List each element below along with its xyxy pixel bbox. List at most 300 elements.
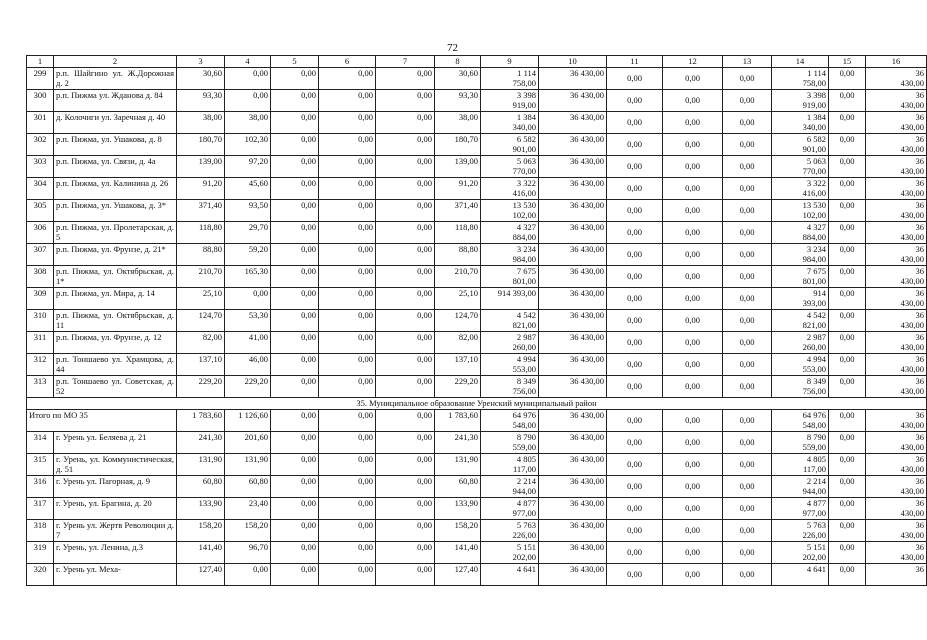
address-cell: г. Урень, ул. Брагина, д. 20 xyxy=(54,497,177,519)
rate-cell: 36 430,00 xyxy=(539,331,607,353)
row-number: 307 xyxy=(27,243,54,265)
amount-line-1: 36 xyxy=(915,89,924,100)
value-cell: 241,30 xyxy=(177,431,225,453)
value-cell: 0,00 xyxy=(829,155,866,177)
amount-cell xyxy=(481,375,539,397)
value-cell: 0,00 xyxy=(376,563,435,585)
value-cell: 0,00 xyxy=(829,265,866,287)
amount-cell xyxy=(866,431,927,453)
value-cell: 0,00 xyxy=(376,353,435,375)
value-cell: 0,00 xyxy=(225,563,271,585)
value-cell: 0,00 xyxy=(663,497,723,519)
value-cell: 0,00 xyxy=(723,133,772,155)
amount-line-2: 117,00 xyxy=(512,464,536,474)
value-cell: 0,00 xyxy=(723,475,772,497)
amount-line-1: 4 877 xyxy=(516,497,536,508)
amount-line-1: 2 214 xyxy=(516,475,536,486)
amount-line-2: 260,00 xyxy=(802,342,826,352)
value-cell: 0,00 xyxy=(271,111,319,133)
table-row xyxy=(27,563,927,585)
value-cell: 0,00 xyxy=(607,331,663,353)
value-cell: 0,00 xyxy=(607,353,663,375)
amount-line-1: 8 349 xyxy=(806,375,826,386)
value-cell: 0,00 xyxy=(376,221,435,243)
value-cell: 0,00 xyxy=(319,331,376,353)
row-number: 300 xyxy=(27,89,54,111)
value-cell: 0,00 xyxy=(663,67,723,89)
row-number: 303 xyxy=(27,155,54,177)
amount-line-2: 430,00 xyxy=(900,530,924,540)
value-cell: 38,00 xyxy=(225,111,271,133)
amount-cell xyxy=(772,309,829,331)
amount-line-1: 6 582 xyxy=(806,133,826,144)
amount-cell xyxy=(481,89,539,111)
value-cell: 0,00 xyxy=(829,563,866,585)
amount-line-1: 5 151 xyxy=(516,541,536,552)
amount-line-1: 2 987 xyxy=(806,331,826,342)
value-cell: 0,00 xyxy=(271,89,319,111)
value-cell: 1 783,60 xyxy=(177,409,225,431)
value-cell: 0,00 xyxy=(376,431,435,453)
value-cell: 0,00 xyxy=(607,519,663,541)
row-number: 317 xyxy=(27,497,54,519)
amount-cell xyxy=(481,453,539,475)
amount-cell xyxy=(481,475,539,497)
value-cell: 0,00 xyxy=(663,453,723,475)
amount-cell xyxy=(772,155,829,177)
amount-line-1: 36 xyxy=(915,265,924,276)
value-cell: 0,00 xyxy=(723,67,772,89)
value-cell: 133,90 xyxy=(177,497,225,519)
amount-line-1: 3 234 xyxy=(516,243,536,254)
value-cell: 0,00 xyxy=(319,431,376,453)
row-number: 310 xyxy=(27,309,54,331)
value-cell: 158,20 xyxy=(225,519,271,541)
amount-line-1: 5 763 xyxy=(516,519,536,530)
value-cell: 0,00 xyxy=(723,243,772,265)
value-cell: 210,70 xyxy=(435,265,481,287)
column-number: 1 xyxy=(27,56,54,68)
value-cell: 60,80 xyxy=(225,475,271,497)
amount-cell xyxy=(772,375,829,397)
amount-line-2: 821,00 xyxy=(802,320,826,330)
value-cell: 0,00 xyxy=(607,309,663,331)
rate-cell: 36 430,00 xyxy=(539,111,607,133)
value-cell: 0,00 xyxy=(607,177,663,199)
amount-cell xyxy=(866,221,927,243)
value-cell: 0,00 xyxy=(319,265,376,287)
row-number: 311 xyxy=(27,331,54,353)
table-row xyxy=(27,243,927,265)
value-cell: 0,00 xyxy=(607,431,663,453)
amount-line-1: 36 xyxy=(915,353,924,364)
value-cell: 0,00 xyxy=(271,199,319,221)
amount-cell xyxy=(866,287,927,309)
amount-line-1: 1 384 xyxy=(806,111,826,122)
value-cell: 0,00 xyxy=(607,221,663,243)
amount-line-1: 36 xyxy=(915,133,924,144)
table-body xyxy=(27,56,927,586)
value-cell: 0,00 xyxy=(271,331,319,353)
rate-cell: 36 430,00 xyxy=(539,67,607,89)
value-cell: 0,00 xyxy=(607,199,663,221)
address-cell: р.п. Пижма, ул. Калинина д. 26 xyxy=(54,177,177,199)
row-number: 309 xyxy=(27,287,54,309)
amount-line-2: 919,00 xyxy=(802,100,826,110)
table-row xyxy=(27,89,927,111)
rate-cell: 36 430,00 xyxy=(539,353,607,375)
value-cell: 0,00 xyxy=(225,67,271,89)
value-cell: 0,00 xyxy=(723,563,772,585)
amount-line-2: 430,00 xyxy=(900,486,924,496)
value-cell: 0,00 xyxy=(271,541,319,563)
address-cell: р.п. Пижма, ул. Ушакова, д. 8 xyxy=(54,133,177,155)
amount-line-2: 944,00 xyxy=(512,486,536,496)
value-cell: 137,10 xyxy=(177,353,225,375)
rate-cell: 36 430,00 xyxy=(539,309,607,331)
column-number: 16 xyxy=(866,56,927,68)
row-number: 318 xyxy=(27,519,54,541)
value-cell: 165,30 xyxy=(225,265,271,287)
value-cell: 0,00 xyxy=(376,287,435,309)
amount-cell xyxy=(772,67,829,89)
amount-line-1: 64 976 xyxy=(512,409,536,420)
amount-line-1: 3 322 xyxy=(806,177,826,188)
value-cell: 0,00 xyxy=(607,155,663,177)
amount-cell xyxy=(481,563,539,585)
value-cell: 0,00 xyxy=(829,89,866,111)
value-cell: 0,00 xyxy=(663,199,723,221)
amount-line-1: 914 xyxy=(813,287,826,298)
value-cell: 0,00 xyxy=(663,155,723,177)
value-cell: 0,00 xyxy=(663,287,723,309)
amount-line-2: 430,00 xyxy=(900,144,924,154)
amount-line-2: 901,00 xyxy=(802,144,826,154)
value-cell: 0,00 xyxy=(607,89,663,111)
column-number: 15 xyxy=(829,56,866,68)
amount-line-2: 430,00 xyxy=(900,508,924,518)
amount-cell xyxy=(866,309,927,331)
page-number: 72 xyxy=(447,42,458,54)
value-cell: 0,00 xyxy=(376,89,435,111)
value-cell: 0,00 xyxy=(723,177,772,199)
value-cell: 0,00 xyxy=(376,111,435,133)
amount-cell xyxy=(481,541,539,563)
amount-line-2: 801,00 xyxy=(802,276,826,286)
amount-cell xyxy=(866,111,927,133)
value-cell: 41,00 xyxy=(225,331,271,353)
value-cell: 59,20 xyxy=(225,243,271,265)
amount-cell xyxy=(866,409,927,431)
value-cell: 180,70 xyxy=(435,133,481,155)
value-cell: 0,00 xyxy=(607,375,663,397)
amount-cell xyxy=(866,89,927,111)
amount-line-2: 984,00 xyxy=(802,254,826,264)
amount-line-1: 36 xyxy=(915,199,924,210)
value-cell: 0,00 xyxy=(376,541,435,563)
rate-cell: 36 430,00 xyxy=(539,475,607,497)
value-cell: 0,00 xyxy=(319,155,376,177)
amount-line-2: 430,00 xyxy=(900,420,924,430)
section-title: 35. Муниципальное образование Уренский муниципальный район xyxy=(27,397,927,409)
amount-line-2: 340,00 xyxy=(802,122,826,132)
column-number: 7 xyxy=(376,56,435,68)
value-cell: 0,00 xyxy=(376,375,435,397)
value-cell: 0,00 xyxy=(607,453,663,475)
value-cell: 0,00 xyxy=(376,453,435,475)
total-row xyxy=(27,409,927,431)
amount-cell xyxy=(772,221,829,243)
amount-line-1: 36 xyxy=(915,541,924,552)
value-cell: 96,70 xyxy=(225,541,271,563)
value-cell: 0,00 xyxy=(319,475,376,497)
table-row xyxy=(27,519,927,541)
value-cell: 23,40 xyxy=(225,497,271,519)
value-cell: 97,20 xyxy=(225,155,271,177)
value-cell: 0,00 xyxy=(829,475,866,497)
value-cell: 0,00 xyxy=(376,331,435,353)
rate-cell: 36 430,00 xyxy=(539,89,607,111)
value-cell: 137,10 xyxy=(435,353,481,375)
value-cell: 25,10 xyxy=(435,287,481,309)
column-number: 12 xyxy=(663,56,723,68)
value-cell: 0,00 xyxy=(723,309,772,331)
column-number: 9 xyxy=(481,56,539,68)
column-number: 13 xyxy=(723,56,772,68)
value-cell: 0,00 xyxy=(319,541,376,563)
amount-line-1: 4 641 xyxy=(806,563,826,574)
table-row xyxy=(27,375,927,397)
amount-cell xyxy=(772,243,829,265)
address-cell: г. Урень ул. Меха- xyxy=(54,563,177,585)
value-cell: 0,00 xyxy=(225,89,271,111)
amount-line-2: 770,00 xyxy=(512,166,536,176)
address-cell: д. Колочиги ул. Заречная д. 40 xyxy=(54,111,177,133)
amount-line-2: 226,00 xyxy=(512,530,536,540)
amount-cell xyxy=(866,563,927,585)
amount-line-2: 548,00 xyxy=(512,420,536,430)
amount-line-1: 4 542 xyxy=(806,309,826,320)
value-cell: 0,00 xyxy=(319,353,376,375)
value-cell: 158,20 xyxy=(177,519,225,541)
amount-line-1: 4 641 xyxy=(516,563,536,574)
value-cell: 0,00 xyxy=(829,331,866,353)
address-cell: г. Урень ул. Беляева д. 21 xyxy=(54,431,177,453)
amount-cell xyxy=(481,409,539,431)
value-cell: 0,00 xyxy=(723,331,772,353)
amount-line-1: 3 398 xyxy=(516,89,536,100)
address-cell: р.п. Пижма, ул. Мира, д. 14 xyxy=(54,287,177,309)
value-cell: 131,90 xyxy=(177,453,225,475)
amount-cell xyxy=(772,265,829,287)
value-cell: 0,00 xyxy=(607,265,663,287)
value-cell: 0,00 xyxy=(829,309,866,331)
value-cell: 91,20 xyxy=(177,177,225,199)
amount-line-2: 770,00 xyxy=(802,166,826,176)
amount-line-2: 977,00 xyxy=(512,508,536,518)
value-cell: 0,00 xyxy=(319,453,376,475)
value-cell: 124,70 xyxy=(177,309,225,331)
value-cell: 0,00 xyxy=(829,431,866,453)
amount-line-1: 4 805 xyxy=(806,453,826,464)
row-number: 313 xyxy=(27,375,54,397)
amount-line-2: 430,00 xyxy=(900,188,924,198)
column-number: 3 xyxy=(177,56,225,68)
amount-line-1: 1 114 xyxy=(807,67,826,78)
value-cell: 60,80 xyxy=(177,475,225,497)
value-cell: 88,80 xyxy=(177,243,225,265)
value-cell: 0,00 xyxy=(607,287,663,309)
value-cell: 0,00 xyxy=(663,331,723,353)
value-cell: 1 126,60 xyxy=(225,409,271,431)
value-cell: 0,00 xyxy=(319,287,376,309)
amount-line-1: 36 xyxy=(915,309,924,320)
rate-cell: 36 430,00 xyxy=(539,287,607,309)
column-number: 2 xyxy=(54,56,177,68)
amount-cell xyxy=(866,541,927,563)
amount-line-1: 7 675 xyxy=(516,265,536,276)
amount-line-1: 36 xyxy=(915,475,924,486)
row-number: 320 xyxy=(27,563,54,585)
value-cell: 0,00 xyxy=(829,177,866,199)
amount-line-2: 117,00 xyxy=(802,464,826,474)
amount-line-1: 4 327 xyxy=(806,221,826,232)
value-cell: 0,00 xyxy=(607,475,663,497)
value-cell: 127,40 xyxy=(435,563,481,585)
amount-cell xyxy=(481,243,539,265)
value-cell: 0,00 xyxy=(376,409,435,431)
row-number: 301 xyxy=(27,111,54,133)
value-cell: 118,80 xyxy=(177,221,225,243)
amount-cell xyxy=(772,541,829,563)
table-row xyxy=(27,431,927,453)
amount-cell xyxy=(866,375,927,397)
value-cell: 93,50 xyxy=(225,199,271,221)
amount-line-1: 3 322 xyxy=(516,177,536,188)
address-cell: р.п. Пижма, ул. Связи, д. 4а xyxy=(54,155,177,177)
amount-cell xyxy=(481,431,539,453)
amount-cell xyxy=(772,475,829,497)
table-row xyxy=(27,67,927,89)
amount-cell xyxy=(481,67,539,89)
value-cell: 91,20 xyxy=(435,177,481,199)
table-row xyxy=(27,199,927,221)
value-cell: 0,00 xyxy=(723,111,772,133)
value-cell: 0,00 xyxy=(723,541,772,563)
value-cell: 210,70 xyxy=(177,265,225,287)
value-cell: 46,00 xyxy=(225,353,271,375)
value-cell: 0,00 xyxy=(663,375,723,397)
amount-cell xyxy=(481,199,539,221)
amount-line-1: 13 530 xyxy=(802,199,826,210)
amount-line-1: 914 393,00 xyxy=(497,287,536,298)
value-cell: 60,80 xyxy=(435,475,481,497)
address-cell: р.п. Пижма, ул. Октябрьская, д. 11 xyxy=(54,309,177,331)
row-number: 319 xyxy=(27,541,54,563)
column-number: 6 xyxy=(319,56,376,68)
amount-cell xyxy=(772,519,829,541)
value-cell: 0,00 xyxy=(271,353,319,375)
rate-cell: 36 430,00 xyxy=(539,519,607,541)
value-cell: 0,00 xyxy=(271,497,319,519)
value-cell: 0,00 xyxy=(663,541,723,563)
value-cell: 201,60 xyxy=(225,431,271,453)
rate-cell: 36 430,00 xyxy=(539,375,607,397)
value-cell: 0,00 xyxy=(723,221,772,243)
table-row xyxy=(27,353,927,375)
address-cell: г. Урень ул. Пагорная, д. 9 xyxy=(54,475,177,497)
amount-line-1: 36 xyxy=(915,519,924,530)
address-cell: г. Урень, ул. Ленина, д.3 xyxy=(54,541,177,563)
amount-cell xyxy=(772,409,829,431)
column-number: 10 xyxy=(539,56,607,68)
amount-line-2: 559,00 xyxy=(802,442,826,452)
value-cell: 0,00 xyxy=(829,519,866,541)
table-row xyxy=(27,111,927,133)
amount-line-1: 4 877 xyxy=(806,497,826,508)
amount-line-2: 553,00 xyxy=(802,364,826,374)
row-number: 299 xyxy=(27,67,54,89)
value-cell: 0,00 xyxy=(271,409,319,431)
data-table xyxy=(26,55,927,586)
amount-line-1: 5 763 xyxy=(806,519,826,530)
amount-line-2: 202,00 xyxy=(802,552,826,562)
amount-line-1: 36 xyxy=(915,111,924,122)
value-cell: 0,00 xyxy=(829,453,866,475)
value-cell: 0,00 xyxy=(829,541,866,563)
amount-line-1: 8 790 xyxy=(516,431,536,442)
amount-cell xyxy=(772,353,829,375)
value-cell: 0,00 xyxy=(271,177,319,199)
value-cell: 0,00 xyxy=(829,497,866,519)
table-row xyxy=(27,309,927,331)
amount-line-2: 416,00 xyxy=(512,188,536,198)
value-cell: 0,00 xyxy=(723,409,772,431)
amount-cell xyxy=(866,497,927,519)
column-number: 4 xyxy=(225,56,271,68)
value-cell: 0,00 xyxy=(376,519,435,541)
amount-line-2: 430,00 xyxy=(900,122,924,132)
value-cell: 133,90 xyxy=(435,497,481,519)
value-cell: 30,60 xyxy=(435,67,481,89)
value-cell: 0,00 xyxy=(829,409,866,431)
amount-line-2: 430,00 xyxy=(900,320,924,330)
value-cell: 0,00 xyxy=(723,519,772,541)
value-cell: 0,00 xyxy=(663,111,723,133)
row-number: 315 xyxy=(27,453,54,475)
amount-line-1: 4 994 xyxy=(806,353,826,364)
address-cell: г. Урень ул. Жертв Революции д. 7 xyxy=(54,519,177,541)
value-cell: 0,00 xyxy=(271,519,319,541)
amount-cell xyxy=(772,331,829,353)
table-row xyxy=(27,265,927,287)
amount-cell xyxy=(481,497,539,519)
value-cell: 0,00 xyxy=(663,519,723,541)
rate-cell: 36 430,00 xyxy=(539,265,607,287)
address-cell: р.п. Пижма, ул. Фрунзе, д. 21* xyxy=(54,243,177,265)
address-cell: р.п. Пижма, ул. Фрунзе, д. 12 xyxy=(54,331,177,353)
amount-cell xyxy=(866,519,927,541)
amount-line-1: 36 xyxy=(915,331,924,342)
amount-line-1: 4 542 xyxy=(516,309,536,320)
value-cell: 0,00 xyxy=(723,353,772,375)
rate-cell: 36 430,00 xyxy=(539,177,607,199)
value-cell: 0,00 xyxy=(319,563,376,585)
amount-line-1: 36 xyxy=(915,67,924,78)
column-number: 8 xyxy=(435,56,481,68)
value-cell: 0,00 xyxy=(271,375,319,397)
amount-line-2: 884,00 xyxy=(512,232,536,242)
